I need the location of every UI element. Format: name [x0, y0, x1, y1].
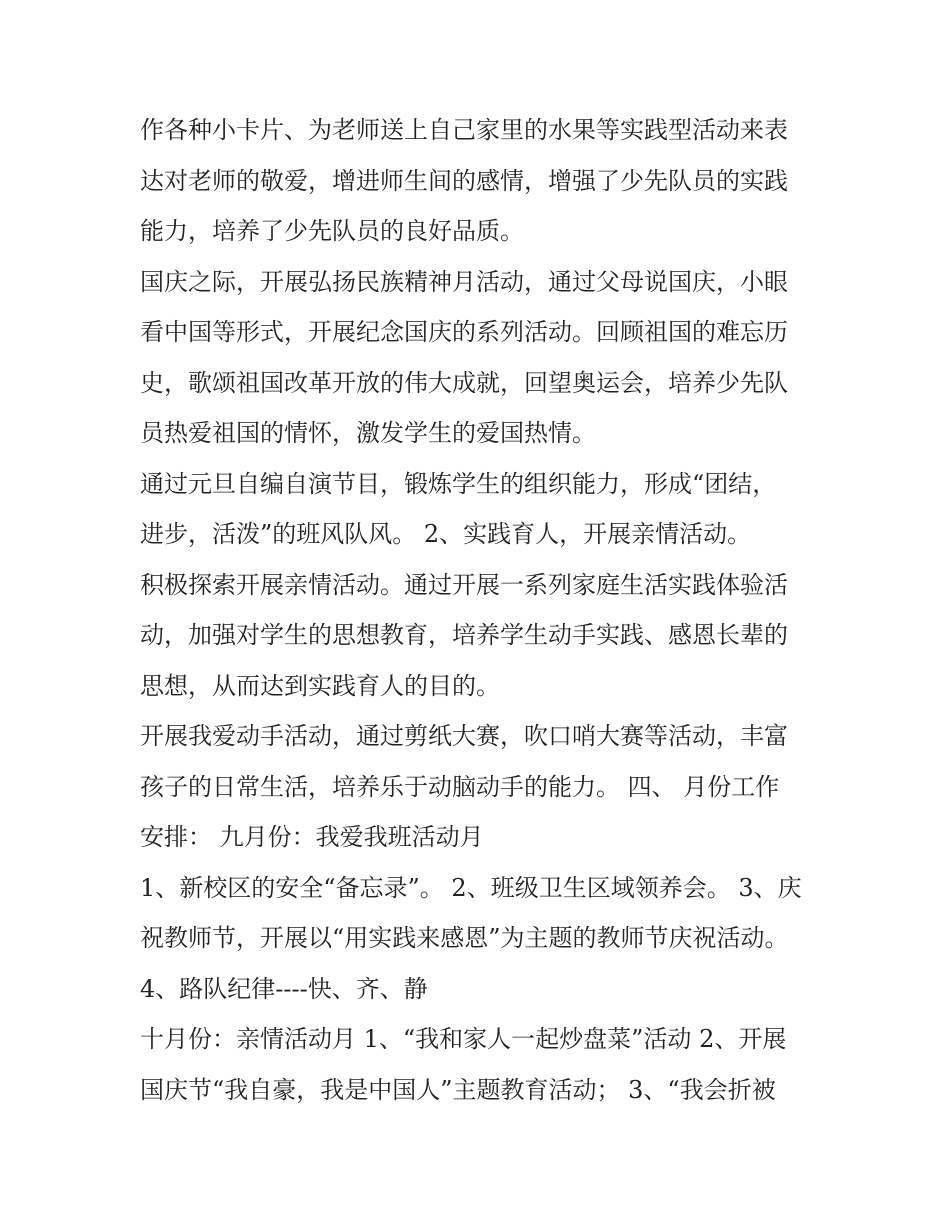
- text-line: 思想，从而达到实践育人的目的。: [140, 671, 500, 700]
- text-line: 4、路队纪律----快、齐、静: [140, 974, 428, 1003]
- text-line: 国庆之际，开展弘扬民族精神月活动，通过父母说国庆，小眼: [140, 267, 788, 296]
- document-body: [140, 105, 820, 1115]
- text-line: 1、新校区的安全“备忘录”。 2、班级卫生区域领养会。 3、庆: [140, 873, 802, 902]
- text-line: 动，加强对学生的思想教育，培养学生动手实践、感恩长辈的: [140, 621, 788, 649]
- text-line: 祝教师节，开展以“用实践来感恩”为主题的教师节庆祝活动。: [140, 924, 789, 952]
- text-line: 通过元旦自编自演节目，锻炼学生的组织能力，形成“团结，: [140, 469, 777, 498]
- text-line: 员热爱祖国的情怀，激发学生的爱国热情。: [140, 419, 596, 447]
- text-line: 史，歌颂祖国改革开放的伟大成就，回望奥运会，培养少先队: [140, 368, 788, 397]
- text-line: 作各种小卡片、为老师送上自己家里的水果等实践型活动来表: [140, 116, 788, 144]
- text-line: 孩子的日常生活，培养乐于动脑动手的能力。 四、 月份工作: [140, 772, 780, 801]
- text-line: 开展我爱动手活动，通过剪纸大赛，吹口哨大赛等活动，丰富: [140, 722, 788, 750]
- text-line: 安排： 九月份：我爱我班活动月: [140, 823, 484, 851]
- text-line: 十月份：亲情活动月 1、“我和家人一起炒盘菜”活动 2、开展: [140, 1025, 787, 1053]
- text-line: 能力，培养了少先队员的良好品质。: [140, 217, 524, 245]
- text-line: 达对老师的敬爱，增进师生间的感情，增强了少先队员的实践: [140, 166, 788, 195]
- text-line: 积极探索开展亲情活动。通过开展一系列家庭生活实践体验活: [140, 570, 788, 599]
- text-line: 进步，活泼”的班风队风。 2、实践育人，开展亲情活动。: [140, 520, 752, 548]
- text-line: 看中国等形式，开展纪念国庆的系列活动。回顾祖国的难忘历: [140, 318, 788, 346]
- text-line: 国庆节“我自豪，我是中国人”主题教育活动； 3、“我会折被: [140, 1075, 776, 1104]
